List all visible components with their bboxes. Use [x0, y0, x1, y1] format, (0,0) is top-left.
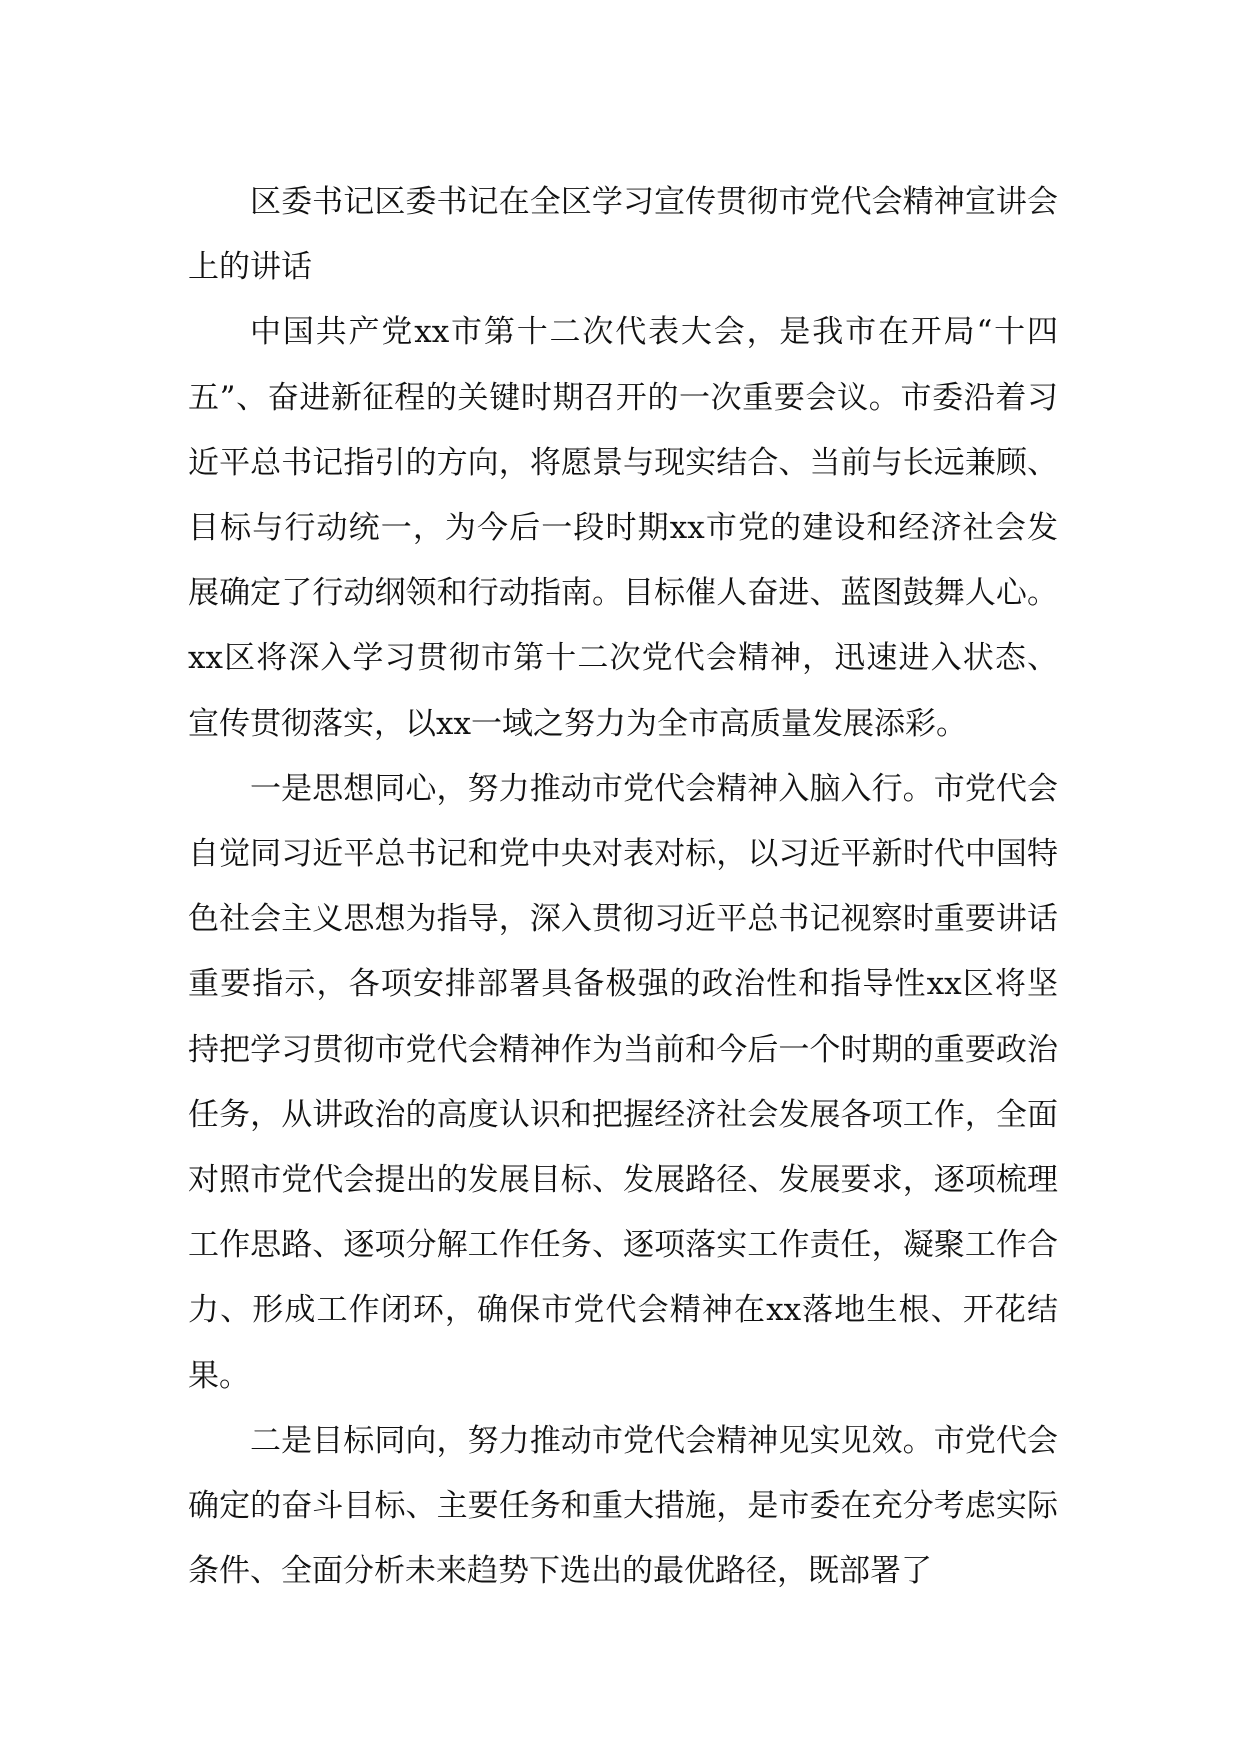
document-body: [188, 170, 1058, 1604]
paragraph-point-one: 一是思想同心，努力推动市党代会精神入脑入行。市党代会自觉同习近平总书记和党中央对表对标，以习近平新时代中国特色社会主义思想为指导，深入贯彻习近平总书记视察时重要讲话重要指示，各项安排部署具备极强的政治性和指导性xx区将坚持把学习贯彻市党代会精神作为当前和今后一个时期的重要政治任务，从讲政治的高度认识和把握经济社会发展各项工作，全面对照市党代会提出的发展目标、发展路径、发展要求，逐项梳理工作思路、逐项分解工作任务、逐项落实工作责任，凝聚工作合力、形成工作闭环，确保市党代会精神在xx落地生根、开花结果。: [188, 770, 1058, 1394]
paragraph-point-two: 二是目标同向，努力推动市党代会精神见实见效。市党代会确定的奋斗目标、主要任务和重大措施，是市委在充分考虑实际条件、全面分析未来趋势下选出的最优路径，既部署了: [188, 1422, 1058, 1590]
paragraph-intro: 中国共产党xx市第十二次代表大会，是我市在开局“十四五”、奋进新征程的关键时期召开的一次重要会议。市委沿着习近平总书记指引的方向，将愿景与现实结合、当前与长远兼顾、目标与行动统一，为今后一段时期xx市党的建设和经济社会发展确定了行动纲领和行动指南。目标催人奋进、蓝图鼓舞人心。xx区将深入学习贯彻市第十二次党代会精神，迅速进入状态、宣传贯彻落实，以xx一域之努力为全市高质量发展添彩。: [188, 314, 1058, 742]
document-title: 区委书记区委书记在全区学习宣传贯彻市党代会精神宣讲会上的讲话: [188, 184, 1058, 286]
